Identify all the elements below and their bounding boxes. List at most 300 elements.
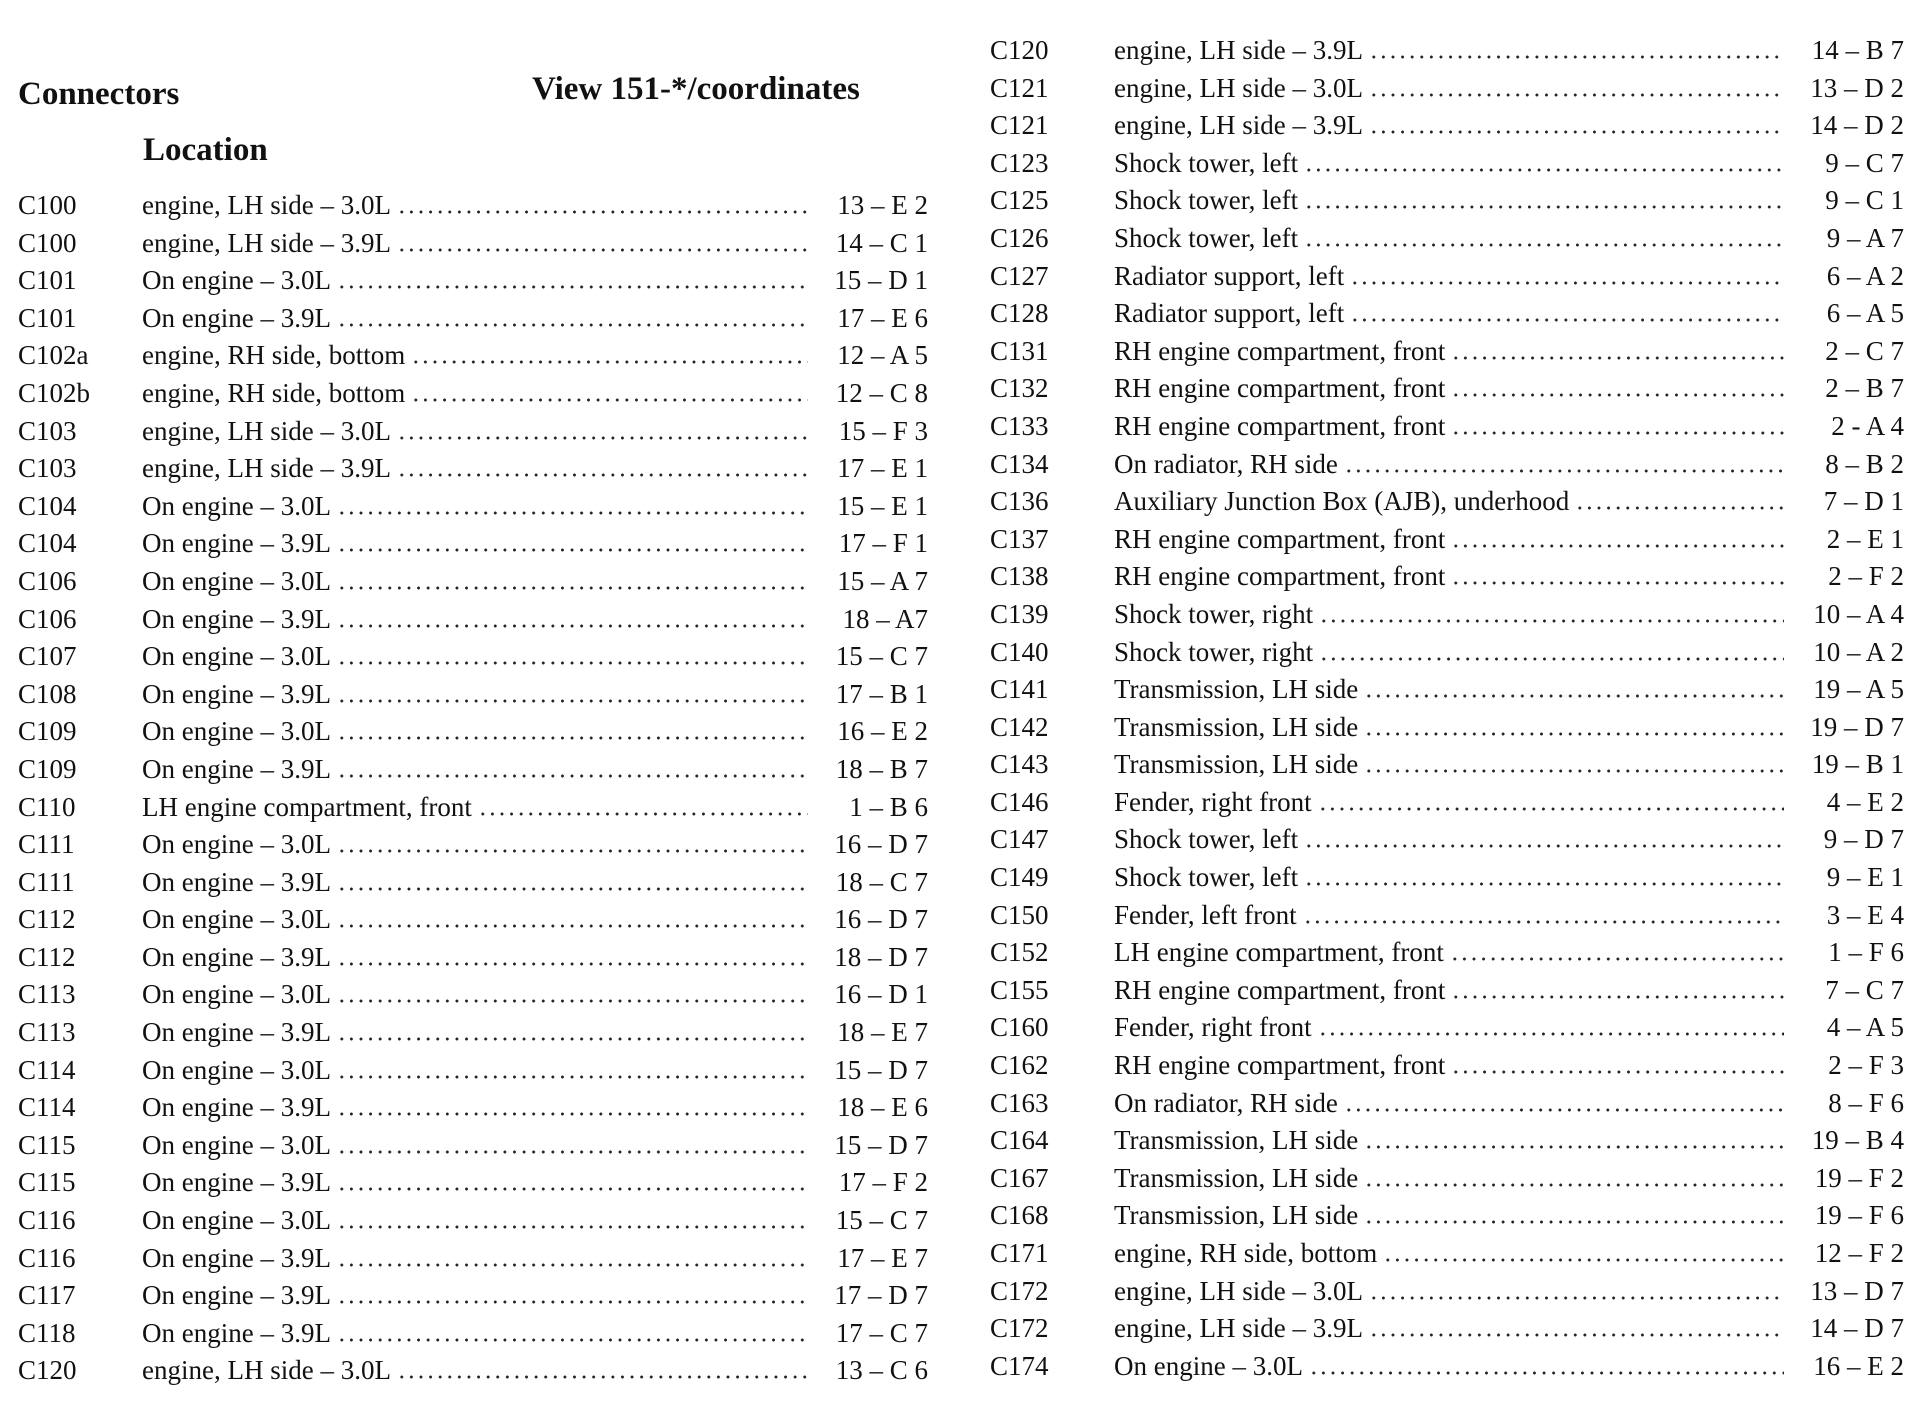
grid-coordinate: 13 – D 7 xyxy=(1810,1275,1904,1306)
connector-row xyxy=(990,934,1904,972)
grid-coordinate: 19 – A 5 xyxy=(1813,674,1904,705)
connector-id: C111 xyxy=(18,866,75,897)
connector-location xyxy=(142,638,816,676)
connector-id: C120 xyxy=(990,35,1049,65)
dot-leader xyxy=(1319,657,1784,661)
connector-row xyxy=(990,784,1904,822)
dot-leader xyxy=(1344,1108,1784,1112)
dot-leader xyxy=(337,887,808,891)
connector-location xyxy=(142,1052,816,1090)
connector-id: C171 xyxy=(990,1238,1049,1268)
connector-id: C172 xyxy=(990,1275,1049,1306)
connector-location xyxy=(1114,558,1792,596)
location-text: engine, LH side – 3.0L xyxy=(142,1355,391,1386)
connector-id: C121 xyxy=(990,72,1049,103)
location-text: On engine – 3.9L xyxy=(142,528,331,559)
grid-coordinate: 18 – E 7 xyxy=(837,1017,928,1048)
location-text: engine, RH side, bottom xyxy=(142,340,406,371)
grid-coordinate: 19 – B 4 xyxy=(1811,1125,1904,1156)
grid-coordinate: 14 – B 7 xyxy=(1811,35,1904,65)
grid-coordinate: 17 – F 2 xyxy=(838,1167,928,1198)
connector-id: C123 xyxy=(990,147,1049,178)
page-title: Connectors xyxy=(18,76,180,112)
connector-id: C108 xyxy=(18,678,77,709)
dot-leader xyxy=(1451,995,1784,999)
location-text: RH engine compartment, front xyxy=(1114,410,1446,441)
location-text: On engine – 3.0L xyxy=(142,979,331,1010)
right-connector-list xyxy=(990,32,1904,1385)
connector-location xyxy=(142,1277,816,1315)
connector-row xyxy=(990,446,1904,484)
connector-location xyxy=(142,976,816,1014)
connector-id: C101 xyxy=(18,265,77,296)
location-text: On radiator, RH side xyxy=(1114,448,1338,479)
connector-row xyxy=(990,596,1904,634)
connector-id: C155 xyxy=(990,974,1049,1005)
connector-location xyxy=(1114,1047,1792,1085)
connector-id: C121 xyxy=(990,110,1049,141)
grid-coordinate: 14 – D 7 xyxy=(1810,1313,1904,1344)
dot-leader xyxy=(337,548,808,552)
dot-leader xyxy=(1309,1371,1784,1375)
dot-leader xyxy=(1451,1070,1784,1074)
connector-location xyxy=(142,525,816,563)
connector-row xyxy=(990,258,1904,296)
connector-location xyxy=(142,864,816,902)
connector-id: C102a xyxy=(18,340,89,371)
connector-location xyxy=(1114,934,1792,972)
location-text: On engine – 3.0L xyxy=(142,716,331,747)
dot-leader xyxy=(1451,356,1784,360)
connector-row xyxy=(18,300,928,338)
grid-coordinate: 7 – D 1 xyxy=(1823,486,1904,517)
connector-row xyxy=(18,337,928,375)
connector-id: C118 xyxy=(18,1317,76,1348)
dot-leader xyxy=(337,1112,808,1116)
connector-id: C113 xyxy=(18,1017,76,1048)
grid-coordinate: 1 – F 6 xyxy=(1828,937,1904,968)
connector-location xyxy=(1114,634,1792,672)
grid-coordinate: 10 – A 2 xyxy=(1813,636,1904,667)
grid-coordinate: 3 – E 4 xyxy=(1826,899,1904,930)
location-text: engine, LH side – 3.9L xyxy=(142,453,391,484)
connector-id: C137 xyxy=(990,523,1049,554)
connector-row xyxy=(990,182,1904,220)
dot-leader xyxy=(1364,1183,1784,1187)
connector-location xyxy=(142,1352,816,1390)
connector-row xyxy=(990,1160,1904,1198)
location-text: On engine – 3.9L xyxy=(142,1092,331,1123)
grid-coordinate: 15 – D 1 xyxy=(834,265,928,296)
connector-row xyxy=(18,563,928,601)
connector-row xyxy=(18,976,928,1014)
location-text: On engine – 3.9L xyxy=(142,941,331,972)
connector-id: C152 xyxy=(990,937,1049,968)
connector-location xyxy=(142,751,816,789)
connector-row xyxy=(18,1315,928,1353)
connector-row xyxy=(990,521,1904,559)
location-text: On engine – 3.0L xyxy=(1114,1350,1303,1381)
connector-id: C102b xyxy=(18,377,91,408)
connector-location xyxy=(1114,333,1792,371)
connector-row xyxy=(18,525,928,563)
connector-location xyxy=(142,262,816,300)
grid-coordinate: 15 – D 7 xyxy=(834,1054,928,1085)
connector-location xyxy=(142,601,816,639)
connector-location xyxy=(1114,370,1792,408)
grid-coordinate: 19 – D 7 xyxy=(1810,711,1904,742)
grid-coordinate: 17 – F 1 xyxy=(838,528,928,559)
connector-id: C147 xyxy=(990,824,1049,855)
connector-row xyxy=(990,145,1904,183)
connector-location xyxy=(142,563,816,601)
connector-row xyxy=(18,1014,928,1052)
connector-id: C100 xyxy=(18,227,77,258)
location-text: Shock tower, left xyxy=(1114,222,1299,253)
connector-id: C106 xyxy=(18,565,77,596)
connector-row xyxy=(18,601,928,639)
grid-coordinate: 9 – A 7 xyxy=(1826,222,1904,253)
dot-leader xyxy=(337,924,808,928)
location-text: Fender, right front xyxy=(1114,1012,1312,1043)
dot-leader xyxy=(1304,882,1784,886)
location-text: engine, LH side – 3.9L xyxy=(1114,1313,1363,1344)
grid-coordinate: 19 – F 2 xyxy=(1814,1162,1904,1193)
dot-leader xyxy=(1575,506,1784,510)
connector-id: C133 xyxy=(990,410,1049,441)
grid-coordinate: 2 – F 2 xyxy=(1828,561,1904,592)
connector-id: C120 xyxy=(18,1355,77,1386)
connector-id: C164 xyxy=(990,1125,1049,1156)
connector-id: C116 xyxy=(18,1205,76,1236)
location-text: On engine – 3.9L xyxy=(142,1317,331,1348)
dot-leader xyxy=(337,586,808,590)
location-text: LH engine compartment, front xyxy=(142,791,472,822)
dot-leader xyxy=(337,323,808,327)
dot-leader xyxy=(337,1075,808,1079)
connector-row xyxy=(18,225,928,263)
connector-id: C116 xyxy=(18,1242,76,1273)
grid-coordinate: 2 – E 1 xyxy=(1826,523,1904,554)
connector-location xyxy=(142,789,816,827)
location-text: Transmission, LH side xyxy=(1114,711,1359,742)
dot-leader xyxy=(337,285,808,289)
connector-location xyxy=(1114,709,1792,747)
grid-coordinate: 15 – C 7 xyxy=(835,641,928,672)
grid-coordinate: 15 – E 1 xyxy=(837,490,928,521)
connector-id: C139 xyxy=(990,598,1049,629)
grid-coordinate: 6 – A 2 xyxy=(1826,260,1904,291)
dot-leader xyxy=(1383,1258,1784,1262)
connector-location xyxy=(142,488,816,526)
location-text: engine, RH side, bottom xyxy=(1114,1238,1378,1268)
location-text: RH engine compartment, front xyxy=(1114,561,1446,592)
connector-row xyxy=(18,1277,928,1315)
connector-location xyxy=(142,1202,816,1240)
grid-coordinate: 12 – F 2 xyxy=(1814,1238,1904,1268)
connector-row xyxy=(18,676,928,714)
connector-location xyxy=(1114,1160,1792,1198)
location-text: Shock tower, left xyxy=(1114,824,1299,855)
connector-location xyxy=(1114,821,1792,859)
connector-location xyxy=(142,300,816,338)
location-text: On radiator, RH side xyxy=(1114,1087,1338,1118)
grid-coordinate: 15 – C 7 xyxy=(835,1205,928,1236)
dot-leader xyxy=(337,1263,808,1267)
dot-leader xyxy=(1450,957,1784,961)
connector-row xyxy=(18,1089,928,1127)
connector-location xyxy=(1114,521,1792,559)
location-text: Shock tower, right xyxy=(1114,598,1314,629)
connector-location xyxy=(142,1089,816,1127)
dot-leader xyxy=(397,1375,808,1379)
connector-location xyxy=(1114,1009,1792,1047)
connector-location xyxy=(1114,483,1792,521)
dot-leader xyxy=(337,1225,808,1229)
connector-id: C172 xyxy=(990,1313,1049,1344)
dot-leader xyxy=(1369,130,1784,134)
location-text: engine, LH side – 3.0L xyxy=(142,415,391,446)
grid-coordinate: 12 – A 5 xyxy=(837,340,928,371)
connector-location xyxy=(142,187,816,225)
grid-coordinate: 15 – A 7 xyxy=(837,565,928,596)
connector-id: C127 xyxy=(990,260,1049,291)
grid-coordinate: 16 – D 7 xyxy=(834,904,928,935)
grid-coordinate: 18 – C 7 xyxy=(835,866,928,897)
dot-leader xyxy=(1369,93,1784,97)
grid-coordinate: 1 – B 6 xyxy=(849,791,928,822)
dot-leader xyxy=(337,999,808,1003)
location-text: On engine – 3.9L xyxy=(142,302,331,333)
dot-leader xyxy=(1369,1333,1784,1337)
connector-row xyxy=(990,1085,1904,1123)
connector-id: C131 xyxy=(990,335,1049,366)
connector-id: C109 xyxy=(18,753,77,784)
connector-id: C101 xyxy=(18,302,77,333)
connector-id: C142 xyxy=(990,711,1049,742)
connector-row xyxy=(990,483,1904,521)
location-text: On engine – 3.9L xyxy=(142,1167,331,1198)
connector-row xyxy=(18,1240,928,1278)
connector-id: C103 xyxy=(18,415,77,446)
connector-row xyxy=(18,450,928,488)
dot-leader xyxy=(397,248,808,252)
location-text: Transmission, LH side xyxy=(1114,1162,1359,1193)
grid-coordinate: 17 – E 6 xyxy=(837,302,928,333)
location-text: engine, LH side – 3.0L xyxy=(1114,1275,1363,1306)
grid-coordinate: 16 – E 2 xyxy=(1813,1350,1904,1381)
dot-leader xyxy=(1364,694,1784,698)
grid-coordinate: 19 – F 6 xyxy=(1814,1200,1904,1231)
dot-leader xyxy=(1364,769,1784,773)
connector-location xyxy=(142,225,816,263)
dot-leader xyxy=(1304,205,1784,209)
connector-row xyxy=(990,558,1904,596)
dot-leader xyxy=(337,1338,808,1342)
connector-row xyxy=(18,826,928,864)
connector-id: C149 xyxy=(990,862,1049,893)
dot-leader xyxy=(1304,243,1784,247)
connector-location xyxy=(142,1127,816,1165)
connector-row xyxy=(18,789,928,827)
connector-location xyxy=(1114,295,1792,333)
connector-row xyxy=(18,1164,928,1202)
connector-location xyxy=(1114,258,1792,296)
connector-location xyxy=(1114,220,1792,258)
location-text: On engine – 3.9L xyxy=(142,678,331,709)
connector-id: C113 xyxy=(18,979,76,1010)
grid-coordinate: 13 – C 6 xyxy=(835,1355,928,1386)
connector-location xyxy=(142,713,816,751)
dot-leader xyxy=(1369,55,1784,59)
connector-id: C110 xyxy=(18,791,76,822)
grid-coordinate: 10 – A 4 xyxy=(1813,598,1904,629)
connector-row xyxy=(990,972,1904,1010)
connector-location xyxy=(1114,408,1792,446)
location-text: On engine – 3.9L xyxy=(142,753,331,784)
grid-coordinate: 13 – E 2 xyxy=(837,190,928,220)
connector-row xyxy=(990,1235,1904,1273)
connector-id: C104 xyxy=(18,490,77,521)
location-text: On engine – 3.0L xyxy=(142,1054,331,1085)
connector-id: C146 xyxy=(990,786,1049,817)
grid-coordinate: 2 – B 7 xyxy=(1825,373,1904,404)
grid-coordinate: 17 – B 1 xyxy=(835,678,928,709)
connector-row xyxy=(18,1052,928,1090)
connector-location xyxy=(1114,596,1792,634)
location-text: On engine – 3.9L xyxy=(142,866,331,897)
location-text: On engine – 3.0L xyxy=(142,1205,331,1236)
connector-row xyxy=(18,262,928,300)
grid-coordinate: 7 – C 7 xyxy=(1825,974,1904,1005)
location-text: RH engine compartment, front xyxy=(1114,373,1446,404)
connector-row xyxy=(18,1127,928,1165)
location-text: On engine – 3.0L xyxy=(142,829,331,860)
location-text: engine, LH side – 3.9L xyxy=(1114,110,1363,141)
dot-leader xyxy=(1350,281,1784,285)
connector-id: C103 xyxy=(18,453,77,484)
connector-row xyxy=(18,413,928,451)
location-text: RH engine compartment, front xyxy=(1114,1050,1446,1081)
location-text: Transmission, LH side xyxy=(1114,674,1359,705)
grid-coordinate: 13 – D 2 xyxy=(1810,72,1904,103)
grid-coordinate: 6 – A 5 xyxy=(1826,298,1904,329)
grid-coordinate: 14 – C 1 xyxy=(835,227,928,258)
grid-coordinate: 17 – E 1 xyxy=(837,453,928,484)
dot-leader xyxy=(1318,1032,1784,1036)
connector-location xyxy=(142,413,816,451)
connector-location xyxy=(1114,1310,1792,1348)
connector-row xyxy=(990,634,1904,672)
dot-leader xyxy=(397,473,808,477)
connector-row xyxy=(990,220,1904,258)
connector-row xyxy=(990,70,1904,108)
connector-id: C109 xyxy=(18,716,77,747)
connector-id: C100 xyxy=(18,190,77,220)
connector-row xyxy=(990,821,1904,859)
connector-id: C114 xyxy=(18,1092,76,1123)
connector-location xyxy=(142,901,816,939)
grid-coordinate: 17 – E 7 xyxy=(837,1242,928,1273)
connector-id: C111 xyxy=(18,829,75,860)
location-text: Shock tower, left xyxy=(1114,147,1299,178)
location-text: RH engine compartment, front xyxy=(1114,335,1446,366)
connector-row xyxy=(990,1273,1904,1311)
connector-id: C160 xyxy=(990,1012,1049,1043)
connector-row xyxy=(18,638,928,676)
location-text: On engine – 3.0L xyxy=(142,565,331,596)
grid-coordinate: 14 – D 2 xyxy=(1810,110,1904,141)
dot-leader xyxy=(337,1187,808,1191)
connector-row xyxy=(990,709,1904,747)
connector-id: C112 xyxy=(18,941,76,972)
dot-leader xyxy=(337,736,808,740)
dot-leader xyxy=(337,1150,808,1154)
connector-row xyxy=(990,1310,1904,1348)
connector-location xyxy=(1114,182,1792,220)
left-connector-list xyxy=(18,187,928,1390)
grid-coordinate: 12 – C 8 xyxy=(835,377,928,408)
location-text: On engine – 3.0L xyxy=(142,490,331,521)
location-text: Transmission, LH side xyxy=(1114,1125,1359,1156)
dot-leader xyxy=(1304,168,1784,172)
connector-id: C114 xyxy=(18,1054,76,1085)
grid-coordinate: 16 – D 7 xyxy=(834,829,928,860)
location-text: Shock tower, right xyxy=(1114,636,1314,667)
location-text: On engine – 3.0L xyxy=(142,641,331,672)
connector-id: C115 xyxy=(18,1167,76,1198)
connector-id: C162 xyxy=(990,1050,1049,1081)
location-text: RH engine compartment, front xyxy=(1114,974,1446,1005)
connector-id: C138 xyxy=(990,561,1049,592)
connector-id: C168 xyxy=(990,1200,1049,1231)
location-heading: Location xyxy=(143,132,268,168)
grid-coordinate: 15 – F 3 xyxy=(838,415,928,446)
dot-leader xyxy=(1364,732,1784,736)
connector-id: C104 xyxy=(18,528,77,559)
dot-leader xyxy=(411,360,808,364)
connector-location xyxy=(1114,1197,1792,1235)
connector-row xyxy=(18,187,928,225)
connector-location xyxy=(1114,972,1792,1010)
dot-leader xyxy=(337,699,808,703)
connector-row xyxy=(18,1352,928,1390)
connector-row xyxy=(18,713,928,751)
connector-id: C136 xyxy=(990,486,1049,517)
connector-row xyxy=(990,1009,1904,1047)
connector-id: C112 xyxy=(18,904,76,935)
connector-row xyxy=(990,1122,1904,1160)
connector-row xyxy=(990,408,1904,446)
connector-location xyxy=(142,1240,816,1278)
connector-row xyxy=(18,375,928,413)
connector-row xyxy=(990,1197,1904,1235)
location-text: engine, RH side, bottom xyxy=(142,377,406,408)
connector-id: C117 xyxy=(18,1280,76,1311)
connector-row xyxy=(990,107,1904,145)
connector-row xyxy=(18,939,928,977)
grid-coordinate: 19 – B 1 xyxy=(1811,749,1904,780)
connector-row xyxy=(18,751,928,789)
connector-row xyxy=(990,671,1904,709)
dot-leader xyxy=(397,436,808,440)
grid-coordinate: 18 – D 7 xyxy=(834,941,928,972)
connector-id: C143 xyxy=(990,749,1049,780)
connector-row xyxy=(990,370,1904,408)
connector-location xyxy=(142,826,816,864)
grid-coordinate: 8 – F 6 xyxy=(1828,1087,1904,1118)
connector-location xyxy=(142,1014,816,1052)
